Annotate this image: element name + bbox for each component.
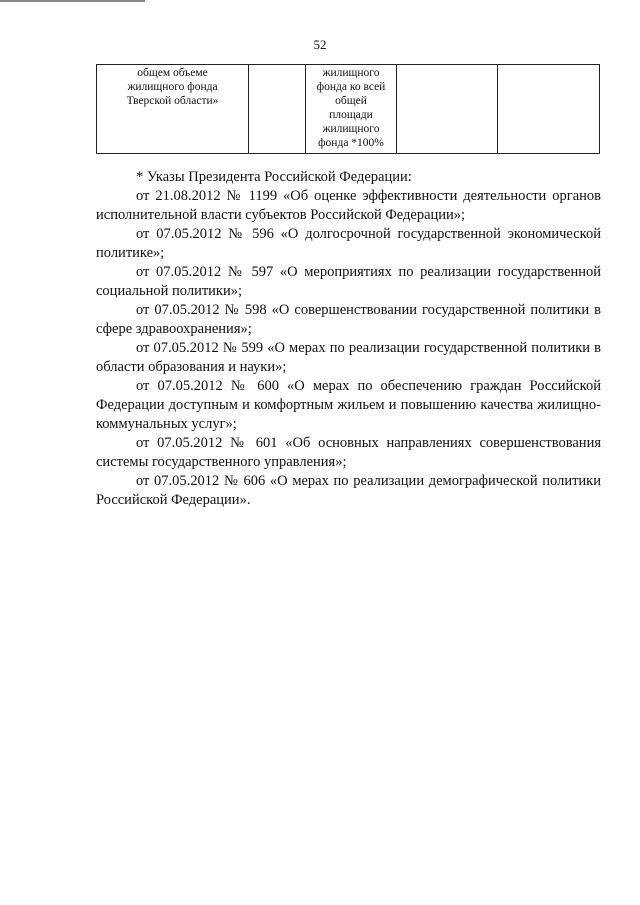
decree-item: от 07.05.2012 № 596 «О долгосрочной государственной экономической политике»; bbox=[96, 226, 601, 261]
scan-edge-mark bbox=[0, 0, 145, 2]
footnote-heading: * Указы Президента Российской Федерации: bbox=[136, 169, 412, 185]
table-cell-formula bbox=[306, 65, 397, 154]
decree-item: от 21.08.2012 № 1199 «Об оценке эффективности деятельности органов исполнительной власти субъектов Российской Федерации»; bbox=[96, 188, 601, 223]
table-cell-empty bbox=[498, 65, 600, 154]
decree-item: от 07.05.2012 № 600 «О мерах по обеспечению граждан Российской Федерации доступным и комфортным жильем и повышению качества жилищно-коммунальных услуг»; bbox=[96, 378, 601, 432]
page-number: 52 bbox=[313, 37, 327, 52]
footnote-block bbox=[96, 168, 601, 510]
table-cell-empty bbox=[397, 65, 498, 154]
table-cell-empty bbox=[249, 65, 306, 154]
table-cell-indicator bbox=[97, 65, 249, 154]
decree-item: от 07.05.2012 № 606 «О мерах по реализации демографической политики Российской Федерации». bbox=[96, 473, 601, 508]
table-row bbox=[97, 65, 600, 154]
decree-item: от 07.05.2012 № 598 «О совершенствовании государственной политики в сфере здравоохранения»; bbox=[96, 302, 601, 337]
cell-text: общем объеме жилищного фонда Тверской области» bbox=[126, 67, 219, 107]
decree-item: от 07.05.2012 № 597 «О мероприятиях по реализации государственной социальной политики»; bbox=[96, 264, 601, 299]
decree-item: от 07.05.2012 № 601 «Об основных направлениях совершенствования системы государственного управления»; bbox=[96, 435, 601, 470]
continued-table bbox=[96, 64, 600, 154]
decree-item: от 07.05.2012 № 599 «О мерах по реализации государственной политики в области образования и науки»; bbox=[96, 340, 601, 375]
cell-text: жилищного фонда ко всей общей площади жилищного фонда *100% bbox=[316, 67, 386, 149]
